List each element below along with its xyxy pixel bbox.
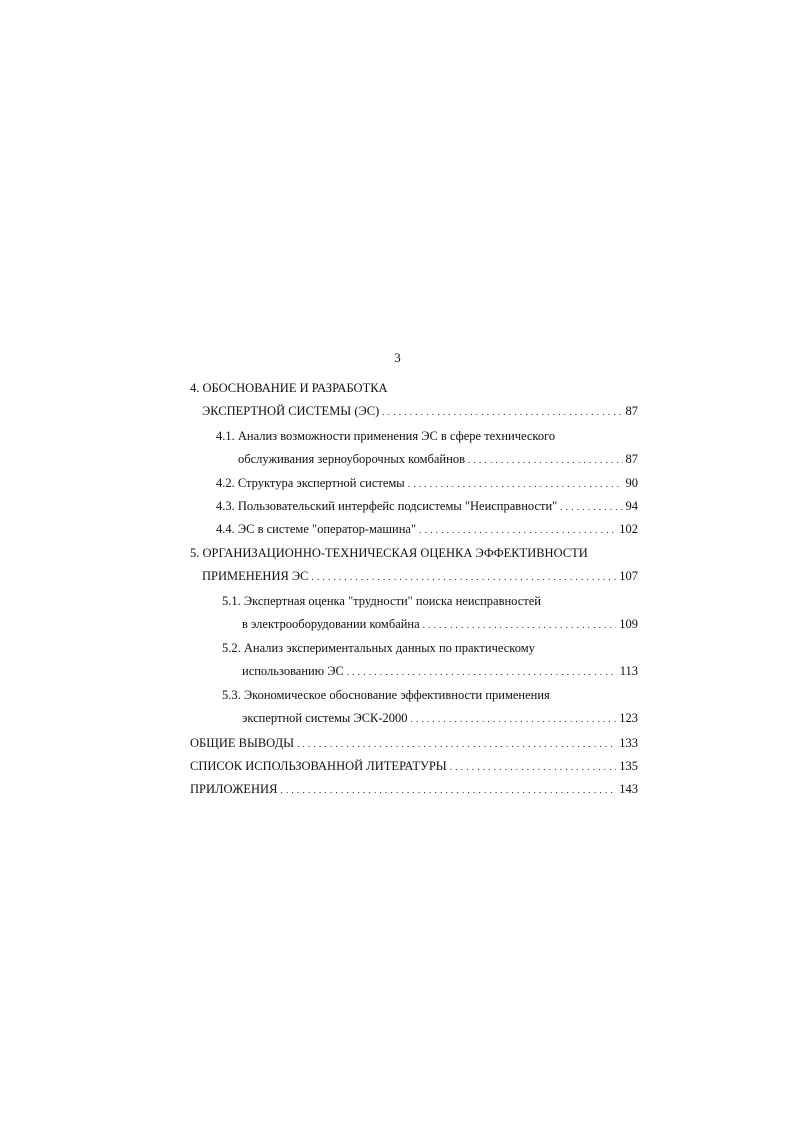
toc-item-5-2-title: 5.2. Анализ экспериментальных данных по практическому: [222, 641, 535, 655]
toc-item-4-4-title: 4.4. ЭС в системе "оператор-машина": [216, 522, 417, 536]
toc-page-number: 102: [619, 522, 638, 536]
dot-leader: [297, 736, 616, 752]
toc-item-5-1-title-cont: в электрооборудовании комбайна: [242, 617, 420, 631]
toc-item-4-2-entry[interactable]: [216, 475, 638, 492]
toc-item-4-3-title: 4.3. Пользовательский интерфейс подсистемы "Неисправности": [216, 499, 558, 513]
dot-leader: [347, 664, 617, 680]
toc-appendices-entry[interactable]: [190, 781, 638, 798]
toc-section-4-title-cont: ЭКСПЕРТНОЙ СИСТЕМЫ (ЭС): [202, 404, 380, 418]
toc-section-4-entry[interactable]: [202, 403, 638, 420]
toc-section-5-title-cont: ПРИМЕНЕНИЯ ЭС: [202, 569, 309, 583]
toc-item-5-3-title: 5.3. Экономическое обоснование эффективности применения: [222, 688, 550, 702]
toc-page-number: 135: [619, 759, 638, 773]
page-number: 3: [394, 350, 401, 365]
toc-item-4-3-entry[interactable]: [216, 498, 638, 515]
toc-page-number: 87: [625, 452, 638, 466]
dot-leader: [411, 711, 617, 727]
toc-references-title: СПИСОК ИСПОЛЬЗОВАННОЙ ЛИТЕРАТУРЫ: [190, 759, 447, 773]
toc-item-5-2-title-cont: использованию ЭС: [242, 664, 344, 678]
toc-item-4-1-entry[interactable]: [238, 451, 638, 468]
toc-item-5-3-title-cont: экспертной системы ЭСК-2000: [242, 711, 408, 725]
toc-conclusions-title: ОБЩИЕ ВЫВОДЫ: [190, 736, 295, 750]
toc-references-entry[interactable]: [190, 758, 638, 775]
toc-section-5-title: 5. ОРГАНИЗАЦИОННО-ТЕХНИЧЕСКАЯ ОЦЕНКА ЭФФЕКТИВНОСТИ: [190, 546, 588, 560]
toc-item-5-2-entry[interactable]: [242, 663, 638, 680]
toc-item-4-2-title: 4.2. Структура экспертной системы: [216, 476, 405, 490]
dot-leader: [312, 569, 617, 585]
toc-page-number: 123: [619, 711, 638, 725]
dot-leader: [468, 452, 623, 468]
toc-item-5-1-entry[interactable]: [242, 616, 638, 633]
toc-page-number: 113: [619, 664, 638, 678]
toc-appendices-title: ПРИЛОЖЕНИЯ: [190, 782, 278, 796]
dot-leader: [423, 617, 617, 633]
toc-page-number: 87: [625, 404, 638, 418]
dot-leader: [382, 404, 622, 420]
toc-page-number: 109: [619, 617, 638, 631]
dot-leader: [408, 476, 623, 492]
dot-leader: [450, 759, 617, 775]
toc-conclusions-entry[interactable]: [190, 735, 638, 752]
toc-item-5-1-title: 5.1. Экспертная оценка "трудности" поиска неисправностей: [222, 594, 541, 608]
toc-page-number: 107: [619, 569, 638, 583]
toc-item-4-1-title-cont: обслуживания зерноуборочных комбайнов: [238, 452, 465, 466]
toc-item-4-4-entry[interactable]: [216, 521, 638, 538]
dot-leader: [560, 499, 622, 515]
dot-leader: [419, 522, 616, 538]
toc-page-number: 94: [625, 499, 638, 513]
toc-item-4-1-title: 4.1. Анализ возможности применения ЭС в сфере технического: [216, 429, 556, 443]
toc-section-5-entry[interactable]: [202, 568, 638, 585]
toc-item-5-3-entry[interactable]: [242, 710, 638, 727]
dot-leader: [280, 782, 616, 798]
toc-section-4-title: 4. ОБОСНОВАНИЕ И РАЗРАБОТКА: [190, 381, 388, 395]
toc-page-number: 143: [619, 782, 638, 796]
toc-page-number: 133: [619, 736, 638, 750]
toc-page-number: 90: [625, 476, 638, 490]
